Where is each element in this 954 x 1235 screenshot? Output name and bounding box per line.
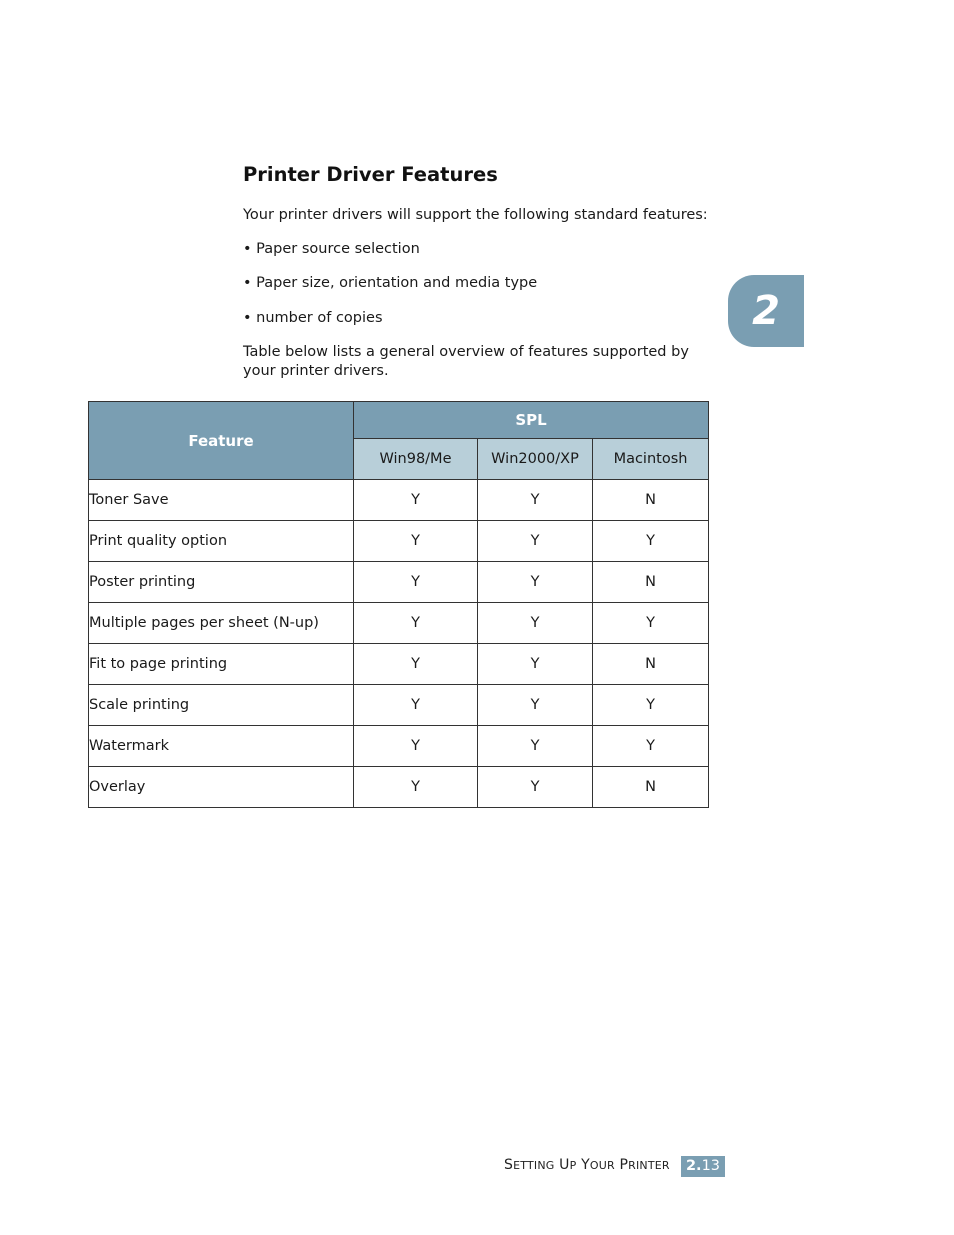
feature-cell: Fit to page printing [89,644,354,685]
feature-cell: Poster printing [89,562,354,603]
feature-cell: Watermark [89,726,354,767]
feature-cell: Toner Save [89,480,354,521]
win98-cell: Y [354,767,478,808]
macintosh-column-header: Macintosh [593,439,709,480]
chapter-tab: 2 [728,275,804,347]
table-row [89,644,709,685]
macintosh-cell: Y [593,726,709,767]
footer-section-title: SETTING UP YOUR PRINTER [504,1157,670,1173]
win2000-cell: Y [478,726,593,767]
win2000-cell: Y [478,685,593,726]
feature-cell: Overlay [89,767,354,808]
win2000-cell: Y [478,521,593,562]
table-row [89,521,709,562]
feature-column-header: Feature [89,402,354,480]
table-intro-text: Table below lists a general overview of features supported by your printer drivers. [243,344,689,379]
bullet-copies: • number of copies [243,310,383,326]
win2000-column-header: Win2000/XP [478,439,593,480]
table-row [89,480,709,521]
table-row [89,603,709,644]
page-chapter: 2. [685,1158,702,1174]
macintosh-cell: Y [593,685,709,726]
page-number-badge [681,1156,725,1177]
macintosh-cell: Y [593,521,709,562]
bullet-paper-size: • Paper size, orientation and media type [243,275,538,291]
features-table [88,401,709,808]
macintosh-cell: N [593,562,709,603]
table-row [89,562,709,603]
win2000-cell: Y [478,767,593,808]
feature-cell: Print quality option [89,521,354,562]
win98-cell: Y [354,726,478,767]
table-row [89,767,709,808]
intro-text: Your printer drivers will support the following standard features: [243,207,708,223]
win98-cell: Y [354,644,478,685]
win98-cell: Y [354,603,478,644]
table-row [89,685,709,726]
win98-cell: Y [354,480,478,521]
win98-cell: Y [354,521,478,562]
page-title: Printer Driver Features [243,163,498,186]
macintosh-cell: N [593,644,709,685]
spl-group-header: SPL [354,402,709,439]
macintosh-cell: N [593,767,709,808]
win2000-cell: Y [478,562,593,603]
win2000-cell: Y [478,603,593,644]
macintosh-cell: N [593,480,709,521]
bullet-paper-source: • Paper source selection [243,241,420,257]
table-row [89,726,709,767]
win98-cell: Y [354,685,478,726]
win98-cell: Y [354,562,478,603]
feature-cell: Scale printing [89,685,354,726]
win98-column-header: Win98/Me [354,439,478,480]
page-number: 13 [701,1158,721,1174]
feature-cell: Multiple pages per sheet (N-up) [89,603,354,644]
win2000-cell: Y [478,644,593,685]
macintosh-cell: Y [593,603,709,644]
win2000-cell: Y [478,480,593,521]
